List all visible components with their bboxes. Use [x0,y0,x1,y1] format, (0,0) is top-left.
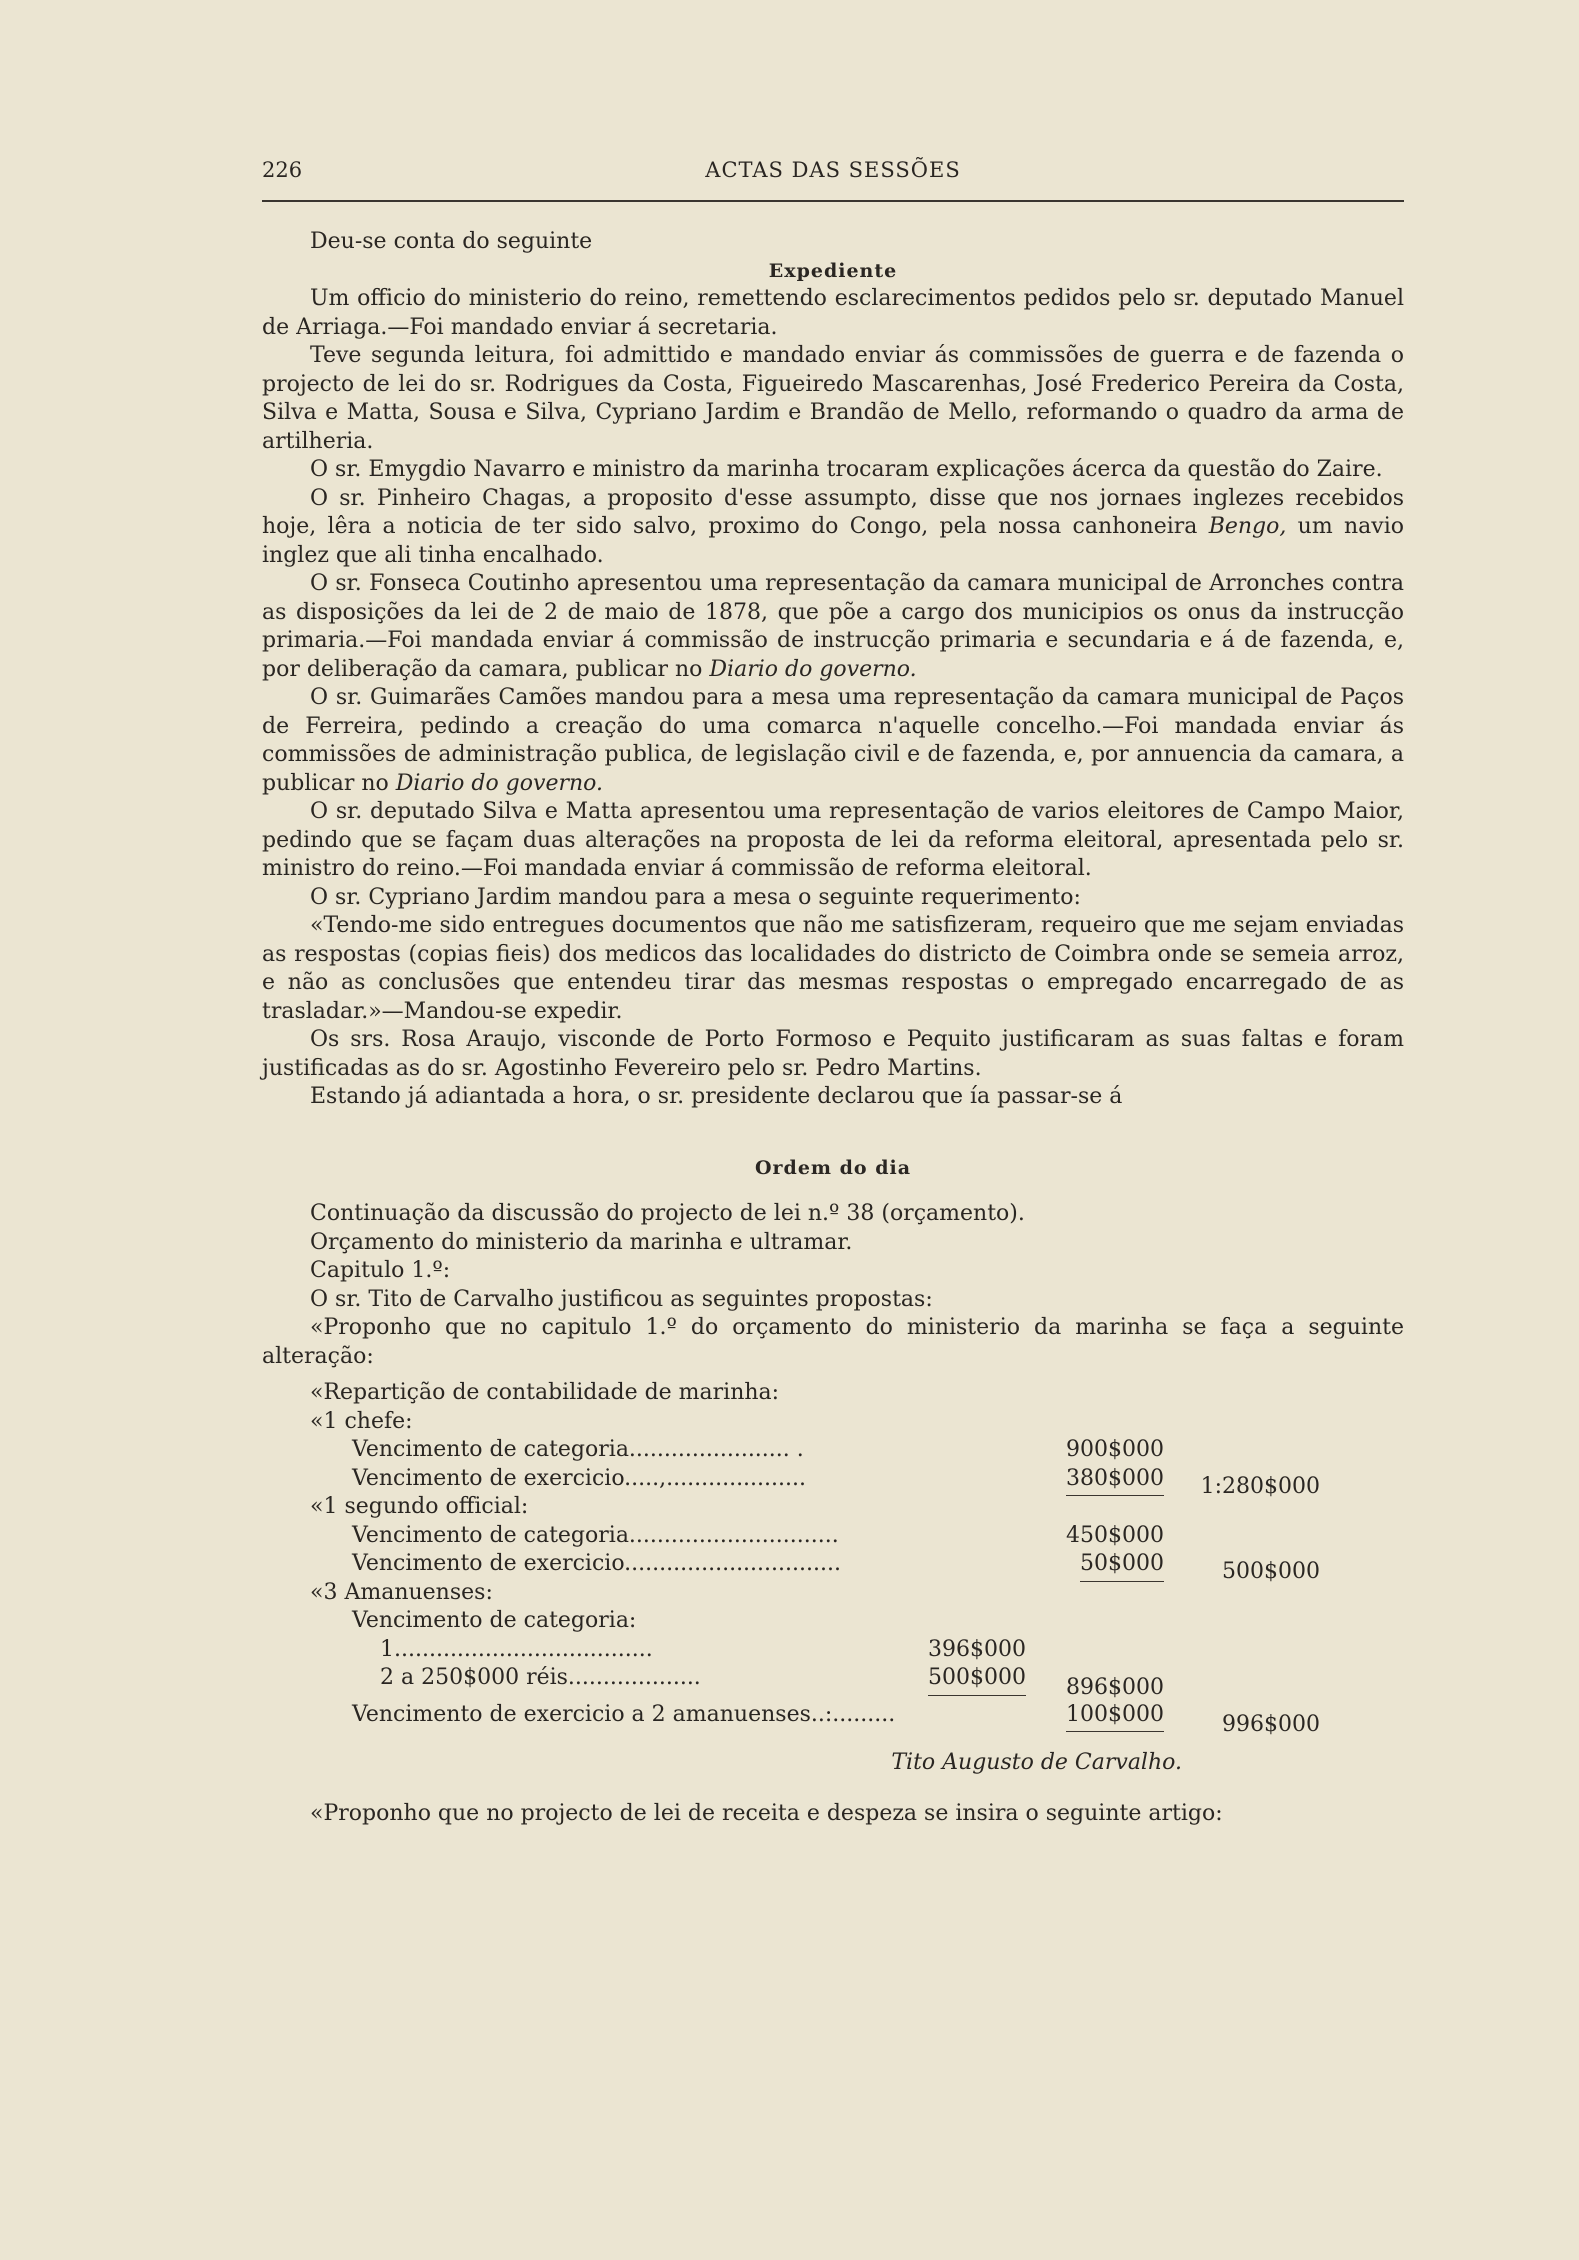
paragraph: O sr. deputado Silva e Matta apresentou uma representação de varios eleitores de Campo Maior, pedindo que se façam duas alterações na proposta de lei da reforma eleitoral, apresentada pelo sr. ministro do reino.—Foi mandada enviar á commissão de reforma eleitoral. [262,799,1404,881]
budget-amount: 380$000 [1066,1465,1164,1497]
heading-expediente: Expediente [768,259,898,282]
paragraph: «Repartição de contabilidade de marinha: [310,1380,780,1405]
budget-label: Vencimento de exercicio.....,.................... [352,1465,806,1491]
budget-amount: 900$000 [1066,1437,1164,1462]
budget-amount: 50$000 [1080,1550,1164,1582]
budget-row [262,1579,1404,1608]
budget-amount: 100$000 [1066,1701,1164,1733]
budget-label: Vencimento de exercicio a 2 amanuenses..:......... [352,1701,896,1727]
paragraph: O sr. Emygdio Navarro e ministro da marinha trocaram explicações ácerca da questão do Zaire. [310,457,1383,482]
paragraph-text: um navio inglez que ali tinha encalhado. [262,514,1404,568]
paragraph-text: O sr. Pinheiro Chagas, a proposito d'esse assumpto, disse que nos jornaes inglezes recebidos hoje, lêra a noticia de ter sido salvo, proximo do Congo, pela nossa canhoneira [262,485,1404,539]
paragraph: O sr. Tito de Carvalho justificou as seguintes propostas: [310,1286,933,1312]
budget-row [262,1436,1404,1465]
paragraph: «Proponho que no capitulo 1.º do orçamento do ministerio da marinha se faça a seguinte alteração: [262,1315,1404,1369]
budget-row [262,1664,1404,1700]
page-body [262,228,1404,1828]
publication-name: Diario do governo. [395,770,603,796]
paragraph: «Tendo-me sido entregues documentos que não me satisfizeram, requeiro que me sejam enviadas as respostas (copias fieis) dos medicos das localidades do districto de Coimbra onde se semeia arroz, e não as conclusões que entendeu tirar das mesmas respostas o empregado encarregado de as trasladar.»—Mandou-se expedir. [262,913,1404,1024]
budget-label: «1 segundo official: [310,1494,529,1519]
budget-label: 1..................................... [380,1636,653,1662]
paragraph [262,684,1404,798]
paragraph: O sr. Cypriano Jardim mandou para a mesa o seguinte requerimento: [310,884,1081,910]
budget-amount: 450$000 [1066,1522,1164,1548]
paragraph: «Proponho que no projecto de lei de receita e despeza se insira o seguinte artigo: [310,1800,1223,1826]
header-rule [262,200,1404,202]
paragraph: Orçamento do ministerio da marinha e ultramar. [310,1229,853,1255]
signature: Tito Augusto de Carvalho. [891,1750,1182,1775]
paragraph: Um officio do ministerio do reino, remettendo esclarecimentos pedidos pelo sr. deputado Manuel de Arriaga.—Foi mandado enviar á secretaria. [262,286,1404,340]
paragraph: Capitulo 1.º: [310,1258,451,1283]
intro-line: Deu-se conta do seguinte [310,229,593,254]
budget-subtotal: 896$000 [1066,1675,1164,1700]
publication-name: Diario do governo. [709,656,917,682]
budget-label: Vencimento de categoria.............................. [352,1522,839,1548]
paragraph: Estando já adiantada a hora, o sr. presidente declarou que ía passar-se á [310,1084,1123,1109]
budget-row [262,1408,1404,1437]
budget-total: 996$000 [1222,1711,1320,1737]
budget-label: Vencimento de categoria: [352,1608,637,1633]
ship-name: Bengo, [1208,514,1287,539]
budget-row [262,1607,1404,1636]
budget-row [262,1550,1404,1584]
running-title: ACTAS DAS SESSÕES [705,158,961,182]
budget-row [262,1701,1404,1737]
page-number: 226 [262,158,303,182]
paragraph: Continuação da discussão do projecto de lei n.º 38 (orçamento). [310,1201,1025,1226]
paragraph-text: O sr. Fonseca Coutinho apresentou uma representação da camara municipal de Arronches contra as disposições da lei de 2 de maio de 1878, que põe a cargo dos municipios os onus da instrucção primaria.—Foi mandada enviar á commissão de instrucção primaria e secundaria e á de fazenda, e, por deliberação da camara, publicar no [262,571,1404,682]
paragraph: Teve segunda leitura, foi admittido e mandado enviar ás commissões de guerra e de fazenda o projecto de lei do sr. Rodrigues da Costa, Figueiredo Mascarenhas, José Frederico Pereira da Costa, Silva e Matta, Sousa e Silva, Cypriano Jardim e Brandão de Mello, reformando o quadro da arma de artilheria. [262,343,1404,454]
budget-row [262,1465,1404,1499]
paragraph [262,485,1404,571]
heading-ordem-do-dia: Ordem do dia [754,1156,912,1179]
budget-row [262,1493,1404,1522]
budget-table [262,1408,1404,1737]
paragraph: Os srs. Rosa Araujo, visconde de Porto Formoso e Pequito justificaram as suas faltas e foram justificadas as do sr. Agostinho Fevereiro pelo sr. Pedro Martins. [262,1027,1404,1081]
budget-amount: 500$000 [928,1664,1026,1696]
page-header [262,152,1404,208]
paragraph-text: O sr. Guimarães Camões mandou para a mesa uma representação da camara municipal de Paços de Ferreira, pedindo a creação do uma comarca n'aquelle concelho.—Foi mandada enviar ás commissões de administração publica, de legislação civil e de fazenda, e, por annuencia da camara, a publicar no [262,685,1404,796]
budget-amount: 396$000 [928,1636,1026,1662]
budget-label: Vencimento de categoria....................... . [352,1437,804,1462]
budget-label: «1 chefe: [310,1408,413,1434]
budget-total: 1:280$000 [1200,1473,1320,1499]
budget-row [262,1636,1404,1665]
paragraph [262,570,1404,684]
budget-row [262,1522,1404,1551]
budget-label: «3 Amanuenses: [310,1579,493,1605]
budget-label: 2 a 250$000 réis................... [380,1665,701,1690]
budget-label: Vencimento de exercicio............................... [352,1551,841,1576]
budget-total: 500$000 [1222,1559,1320,1584]
